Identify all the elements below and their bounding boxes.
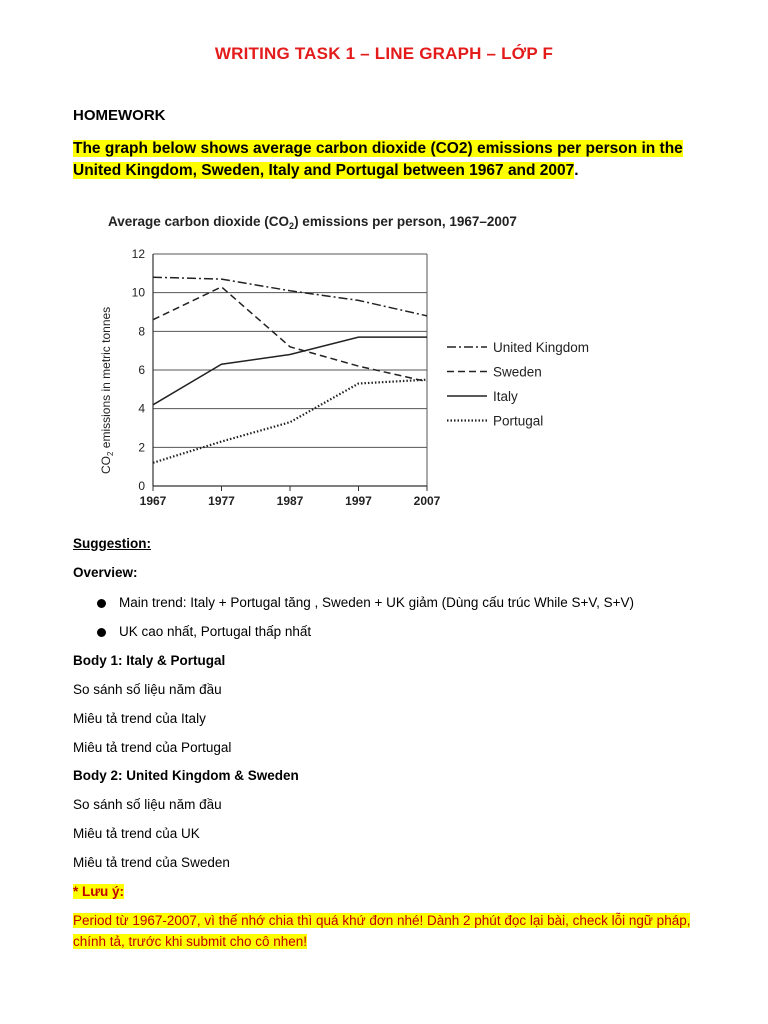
body2-item: Miêu tả trend của Sweden bbox=[73, 855, 230, 870]
task-prompt bbox=[73, 138, 703, 182]
body1-item: So sánh số liệu năm đầu bbox=[73, 682, 222, 697]
body1-label: Body 1: Italy & Portugal bbox=[73, 653, 226, 668]
overview-label: Overview: bbox=[73, 565, 138, 580]
note-label: * Lưu ý: bbox=[73, 884, 125, 899]
y-tick-label: 6 bbox=[138, 363, 145, 377]
series-line bbox=[153, 380, 427, 463]
x-tick-label: 1997 bbox=[345, 494, 372, 508]
x-tick-label: 1967 bbox=[139, 494, 167, 508]
x-tick-label: 1987 bbox=[276, 494, 304, 508]
y-tick-label: 8 bbox=[138, 324, 145, 339]
page-title: WRITING TASK 1 – LINE GRAPH – LỚP F bbox=[214, 44, 554, 63]
task-prompt-text: The graph below shows average carbon dioxide (CO2) emissions per person in the United Kingdom, Sweden, Italy and Portugal between 1967 and 2007 bbox=[73, 140, 683, 179]
x-tick-label: 2007 bbox=[413, 494, 441, 508]
y-tick-label: 0 bbox=[138, 479, 145, 493]
body2-label: Body 2: United Kingdom & Sweden bbox=[73, 768, 299, 783]
legend-label: Portugal bbox=[493, 413, 544, 429]
body1-item: Miêu tả trend của Italy bbox=[73, 711, 206, 726]
note-text: Period từ 1967-2007, vì thế nhớ chia thì quá khứ đơn nhé! Dành 2 phút đọc lại bài, check lỗi ngữ pháp, chính tả, trước khi submit cho cô nhen! bbox=[73, 913, 691, 949]
body2-item: Miêu tả trend của UK bbox=[73, 826, 200, 841]
y-axis-label: $CO_2$ emissions in metric tonnes bbox=[99, 306, 115, 474]
bullet-dot-icon bbox=[97, 599, 106, 608]
task-prompt-period: . bbox=[574, 162, 579, 179]
x-tick-label: 1977 bbox=[208, 494, 235, 508]
body2-item: So sánh số liệu năm đầu bbox=[73, 797, 222, 812]
chart-title: Average carbon dioxide $(CO_2)$ emissions per person, 1967–2007 bbox=[108, 214, 517, 231]
y-tick-label: 10 bbox=[131, 285, 145, 300]
legend-label: Italy bbox=[493, 389, 518, 404]
homework-label: HOMEWORK bbox=[73, 107, 166, 124]
bullet-dot-icon bbox=[97, 628, 106, 637]
line-chart-svg bbox=[90, 204, 610, 514]
legend-label: Sweden bbox=[493, 364, 542, 380]
y-tick-label: 2 bbox=[138, 440, 145, 455]
legend-label: United Kingdom bbox=[493, 340, 590, 355]
suggestion-label: Suggestion: bbox=[73, 536, 151, 551]
y-tick-label: 4 bbox=[138, 401, 145, 416]
body1-item: Miêu tả trend của Portugal bbox=[73, 740, 232, 755]
y-tick-label: 12 bbox=[131, 247, 145, 261]
line-chart bbox=[90, 204, 610, 514]
series-line bbox=[153, 287, 427, 382]
series-line bbox=[153, 277, 427, 316]
